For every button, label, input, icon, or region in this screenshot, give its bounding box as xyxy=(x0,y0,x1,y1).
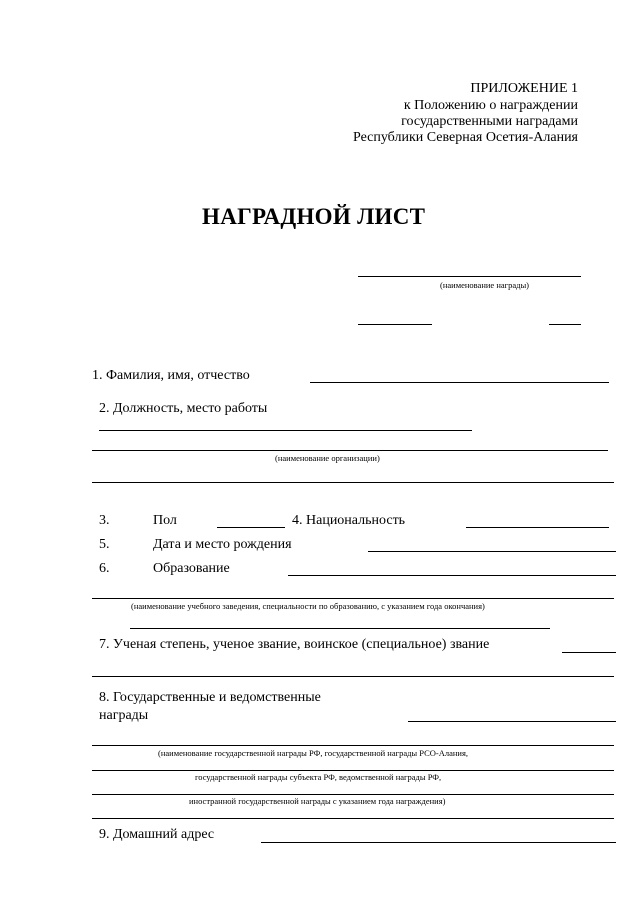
education-line-1[interactable] xyxy=(288,575,616,576)
awards-line-5[interactable] xyxy=(92,818,614,819)
field-birth-label: Дата и место рождения xyxy=(153,537,292,552)
field-awards-label-line-1: 8. Государственные и ведомственные xyxy=(99,690,321,705)
field-nationality-label: 4. Национальность xyxy=(292,513,406,528)
awards-line-2[interactable] xyxy=(92,745,614,746)
award-name-caption: (наименование награды) xyxy=(440,280,530,290)
birth-line[interactable] xyxy=(368,551,616,552)
field-education-number: 6. xyxy=(99,561,110,576)
field-full-name-label: 1. Фамилия, имя, отчество xyxy=(92,368,250,383)
position-line-1[interactable] xyxy=(99,430,472,431)
position-line-3[interactable] xyxy=(92,482,614,483)
awards-line-3[interactable] xyxy=(92,770,614,771)
field-gender-label: Пол xyxy=(153,513,177,528)
awards-line-4[interactable] xyxy=(92,794,614,795)
gender-line[interactable] xyxy=(217,527,285,528)
field-education-label: Образование xyxy=(153,561,230,576)
education-caption: (наименование учебного заведения, специальности по образованию, с указанием года окончания) xyxy=(131,601,485,611)
education-line-2[interactable] xyxy=(92,598,614,599)
field-birth-number: 5. xyxy=(99,537,110,552)
field-position-label: 2. Должность, место работы xyxy=(99,401,268,416)
appendix-title: ПРИЛОЖЕНИЕ 1 xyxy=(470,81,578,96)
appendix-line-2: к Положению о награждении xyxy=(403,98,578,113)
award-extra-line-right[interactable] xyxy=(549,324,581,325)
awards-caption-3: иностранной государственной награды с указанием года награждения) xyxy=(189,796,446,806)
full-name-line[interactable] xyxy=(310,382,609,383)
document-title: НАГРАДНОЙ ЛИСТ xyxy=(202,204,426,229)
award-name-line[interactable] xyxy=(358,276,581,277)
field-degree-label: 7. Ученая степень, ученое звание, воинское (специальное) звание xyxy=(99,637,490,652)
degree-line-2[interactable] xyxy=(92,676,614,677)
appendix-line-4: Республики Северная Осетия-Алания xyxy=(353,130,578,145)
field-address-label: 9. Домашний адрес xyxy=(99,827,215,842)
field-awards-label-line-2: награды xyxy=(99,708,149,723)
awards-caption-1: (наименование государственной награды РФ, государственной награды РСО-Алания, xyxy=(158,748,469,758)
field-gender-number: 3. xyxy=(99,513,110,528)
education-line-3[interactable] xyxy=(130,628,550,629)
degree-line-1[interactable] xyxy=(562,652,616,653)
award-extra-line-left[interactable] xyxy=(358,324,432,325)
awards-line-1[interactable] xyxy=(408,721,616,722)
address-line[interactable] xyxy=(261,842,616,843)
organization-caption: (наименование организации) xyxy=(275,453,380,463)
position-line-2[interactable] xyxy=(92,450,608,451)
appendix-line-3: государственными наградами xyxy=(401,114,578,129)
nationality-line[interactable] xyxy=(466,527,609,528)
awards-caption-2: государственной награды субъекта РФ, ведомственной награды РФ, xyxy=(195,772,442,782)
